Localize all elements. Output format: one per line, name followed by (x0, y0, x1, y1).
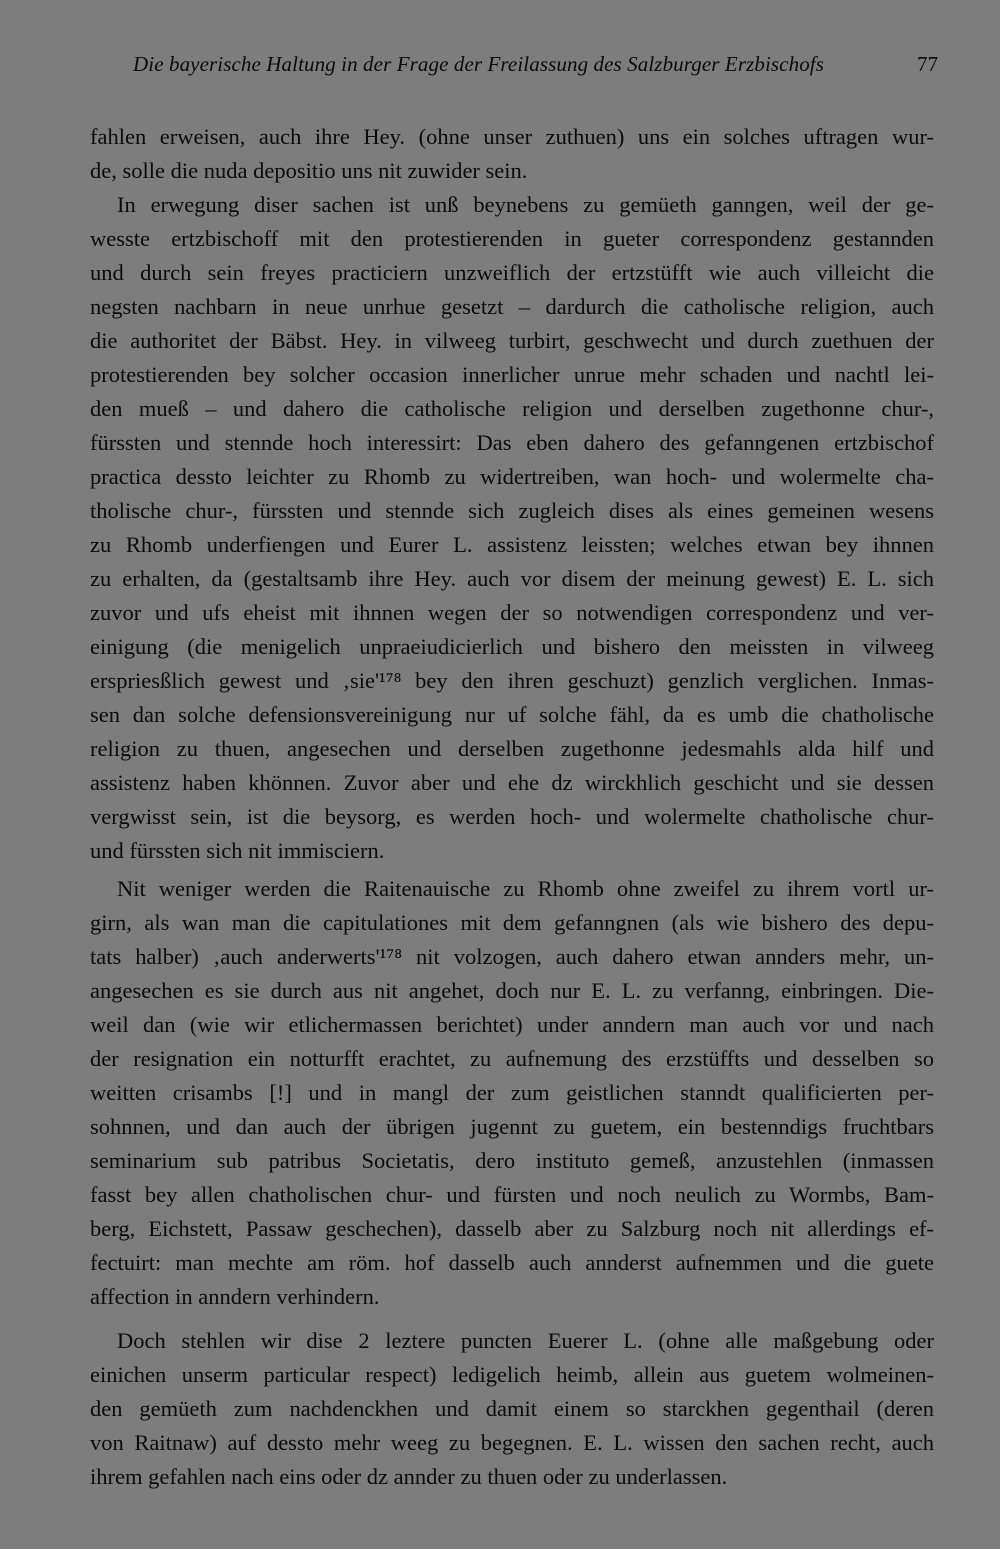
text-line: religion zu thuen, angesechen und derselben zugethonne jedesmahls alda hilf und (90, 736, 934, 761)
text-line: einigung (die menigelich unpraeiudicierlich und bishero den meissten in vilweeg (90, 634, 935, 659)
running-title: Die bayerische Haltung in der Frage der Freilassung des Salzburger Erzbischofs (133, 52, 825, 76)
text-line: zu Rhomb underfiengen und Eurer L. assistenz leissten; welches etwan bey ihnnen (90, 532, 935, 557)
text-line: practica dessto leichter zu Rhomb zu widertreiben, wan hoch- und wolermelte cha- (90, 464, 935, 489)
text-line: tholische chur-, fürssten und stennde sich zugleich dises als eines gemeinen wesens (90, 498, 934, 523)
text-line: fürssten und stennde hoch interessirt: Das eben dahero des gefanngenen ertzbischof (90, 430, 935, 455)
body-text (90, 120, 934, 1494)
text-line: zuvor und ufs eheist mit ihnnen wegen der so notwendigen correspondenz und ver- (90, 600, 934, 625)
text-line: zu erhalten, da (gestaltsamb ihre Hey. auch vor disem der meinung gewest) E. L. sich (90, 566, 935, 591)
page-number: 77 (917, 52, 938, 76)
text-line: und fürssten sich nit immisciern. (90, 838, 385, 863)
text-line: die authoritet der Bäbst. Hey. in vilweeg turbirt, geschwecht und durch zuethuen der (90, 328, 935, 353)
text-line: assistenz haben khönnen. Zuvor aber und ehe dz wirckhlich geschicht und sie dessen (90, 770, 934, 795)
text-line: weitten crisambs [!] und in mangl der zum geistlichen stanndt qualificierten per- (90, 1080, 935, 1105)
text-line: girn, als wan man die capitulationes mit dem gefanngnen (als wie bishero des depu- (90, 910, 934, 935)
text-line: seminarium sub patribus Societatis, dero instituto gemeß, anzustehlen (inmassen (90, 1148, 934, 1173)
text-line: fahlen erweisen, auch ihre Hey. (ohne unser zuthuen) uns ein solches uftragen wur- (90, 124, 934, 149)
text-line: einichen unserm particular respect) ledigelich heimb, allein aus guetem wolmeinen- (90, 1362, 934, 1387)
text-line: erspriesßlich gewest und ‚sie'¹⁷⁸ bey den ihren geschuzt) genzlich verglichen. Inmas- (90, 668, 934, 693)
text-line: fectuirt: man mechte am röm. hof dasselb auch annderst aufnemmen und die guete (90, 1250, 935, 1275)
text-line: sohnnen, und dan auch der übrigen jugennt zu guetem, ein bestenndigs fruchtbars (90, 1114, 934, 1139)
running-head (133, 52, 938, 86)
text-line: angesechen es sie durch aus nit angehet, doch nur E. L. zu verfanng, einbringen. Die- (90, 978, 935, 1003)
text-line: wesste ertzbischoff mit den protestierenden in gueter correspondenz gestannden (90, 226, 934, 251)
text-line: Doch stehlen wir dise 2 leztere puncten Euerer L. (ohne alle maßgebung oder (117, 1328, 934, 1353)
text-line: vergwisst sein, ist die beysorg, es werden hoch- und wolermelte chatholische chur- (90, 804, 934, 829)
text-line: und durch sein freyes practiciern unzweiflich der ertzstüfft wie auch villeicht die (90, 260, 934, 285)
text-line: affection in anndern verhindern. (90, 1284, 380, 1309)
text-line: In erwegung diser sachen ist unß beynebens zu gemüeth ganngen, weil der ge- (117, 192, 935, 217)
text-line: von Raitnaw) auf dessto mehr weeg zu begegnen. E. L. wissen den sachen recht, auch (90, 1430, 935, 1455)
text-line: berg, Eichstett, Passaw geschechen), dasselb aber zu Salzburg noch nit allerdings ef- (90, 1216, 935, 1241)
text-line: de, solle die nuda depositio uns nit zuwider sein. (90, 158, 528, 183)
text-line: der resignation ein notturfft erachtet, zu aufnemung des erzstüffts und desselben so (90, 1046, 935, 1071)
paragraph (90, 120, 934, 188)
text-line: negsten nachbarn in neue unrhue gesetzt – dardurch die catholische religion, auch (90, 294, 934, 319)
text-line: sen dan solche defensionsvereinigung nur uf solche fähl, da es umb die chatholische (90, 702, 934, 727)
text-line: fasst bey allen chatholischen chur- und fürsten und noch neulich zu Wormbs, Bam- (90, 1182, 934, 1207)
text-line: ihrem gefahlen nach eins oder dz annder zu thuen oder zu underlassen. (90, 1464, 728, 1489)
text-line: den gemüeth zum nachdenckhen und damit einem so starckhen gegenthail (deren (90, 1396, 934, 1421)
text-line: Nit weniger werden die Raitenauische zu Rhomb ohne zweifel zu ihrem vortl ur- (117, 876, 934, 901)
text-line: tats halber) ‚auch anderwerts'¹⁷⁸ nit volzogen, auch dahero etwan annders mehr, un- (90, 944, 935, 969)
text-line: weil dan (wie wir etlichermassen berichtet) under anndern man auch vor und nach (90, 1012, 934, 1037)
paragraph (90, 188, 934, 868)
paragraph (90, 872, 934, 1314)
paragraph (90, 1324, 934, 1494)
text-line: den mueß – und dahero die catholische religion und derselben zugethonne chur-, (90, 396, 935, 421)
text-line: protestierenden bey solcher occasion innerlicher unrue mehr schaden und nachtl lei- (90, 362, 934, 387)
